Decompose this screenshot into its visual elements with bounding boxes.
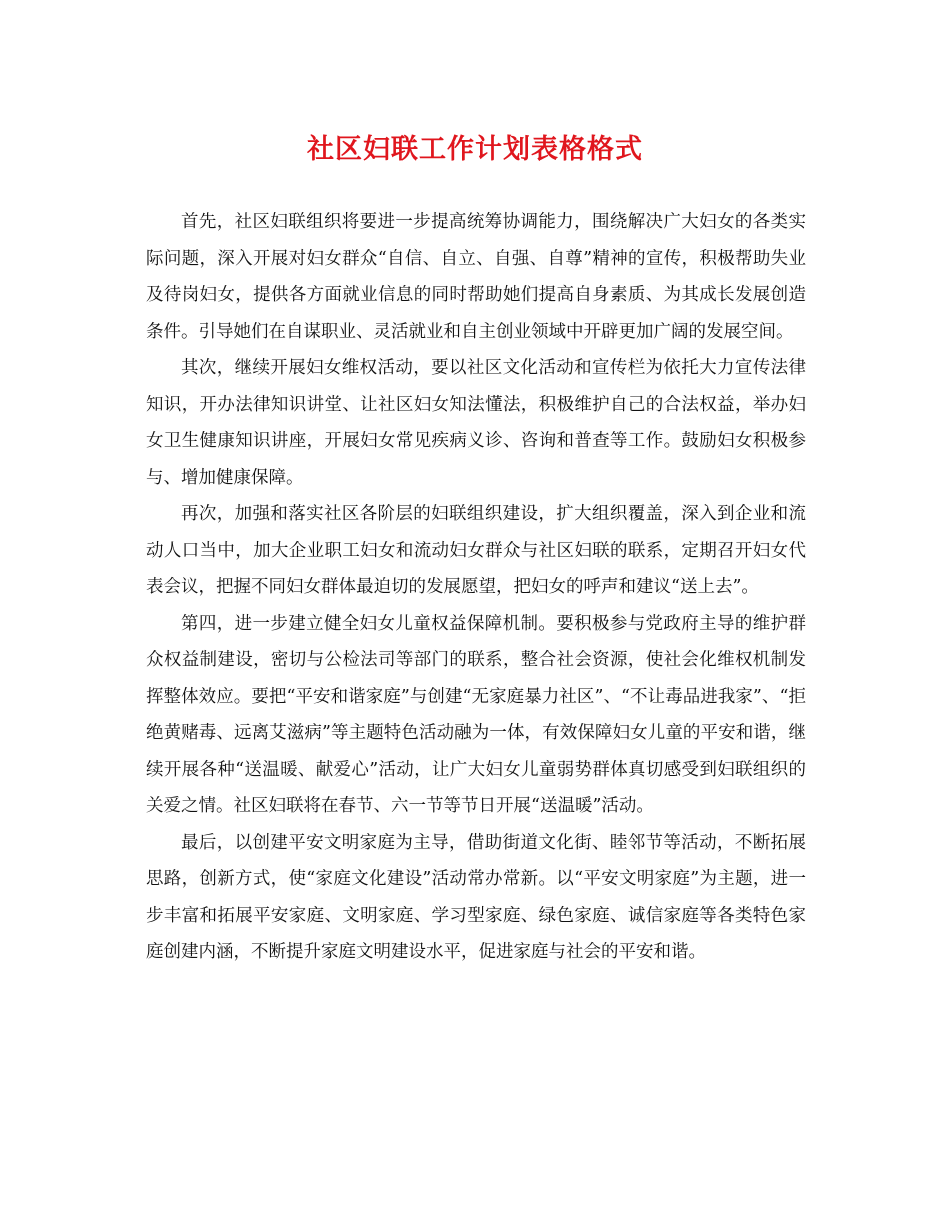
paragraph-3: 再次，加强和落实社区各阶层的妇联组织建设，扩大组织覆盖，深入到企业和流动人口当中，加大企业职工妇女和流动妇女群众与社区妇联的联系，定期召开妇女代表会议，把握不同妇女群体最迫切的发展愿望，把妇女的呼声和建议“送上去”。: [146, 504, 806, 597]
document-title: 社区妇联工作计划表格格式: [307, 134, 643, 165]
paragraph-4: 第四，进一步建立健全妇女儿童权益保障机制。要积极参与党政府主导的维护群众权益制建设，密切与公检法司等部门的联系，整合社会资源，使社会化维权机制发挥整体效应。要把“平安和谐家庭”与创建“无家庭暴力社区”、“不让毒品进我家”、“拒绝黄赌毒、远离艾滋病”等主题特色活动融为一体，有效保障妇女儿童的平安和谐，继续开展各种“送温暖、献爱心”活动，让广大妇女儿童弱势群体真切感受到妇联组织的关爱之情。社区妇联将在春节、六一节等节日开展“送温暖”活动。: [146, 613, 806, 816]
paragraph-2: 其次，继续开展妇女维权活动，要以社区文化活动和宣传栏为依托大力宣传法律知识，开办法律知识讲堂、让社区妇女知法懂法，积极维护自己的合法权益，举办妇女卫生健康知识讲座，开展妇女常见疾病义诊、咨询和普查等工作。鼓励妇女积极参与、增加健康保障。: [146, 358, 806, 488]
paragraph-5: 最后，以创建平安文明家庭为主导，借助街道文化街、睦邻节等活动，不断拓展思路，创新方式，使“家庭文化建设”活动常办常新。以“平安文明家庭”为主题，进一步丰富和拓展平安家庭、文明家庭、学习型家庭、绿色家庭、诚信家庭等各类特色家庭创建内涵，不断提升家庭文明建设水平，促进家庭与社会的平安和谐。: [146, 832, 806, 962]
document-body: [146, 204, 806, 971]
paragraph-1: 首先，社区妇联组织将要进一步提高统筹协调能力，围绕解决广大妇女的各类实际问题，深入开展对妇女群众“自信、自立、自强、自尊”精神的宣传，积极帮助失业及待岗妇女，提供各方面就业信息的同时帮助她们提高自身素质、为其成长发展创造条件。引导她们在自谋职业、灵活就业和自主创业领域中开辟更加广阔的发展空间。: [146, 212, 806, 342]
